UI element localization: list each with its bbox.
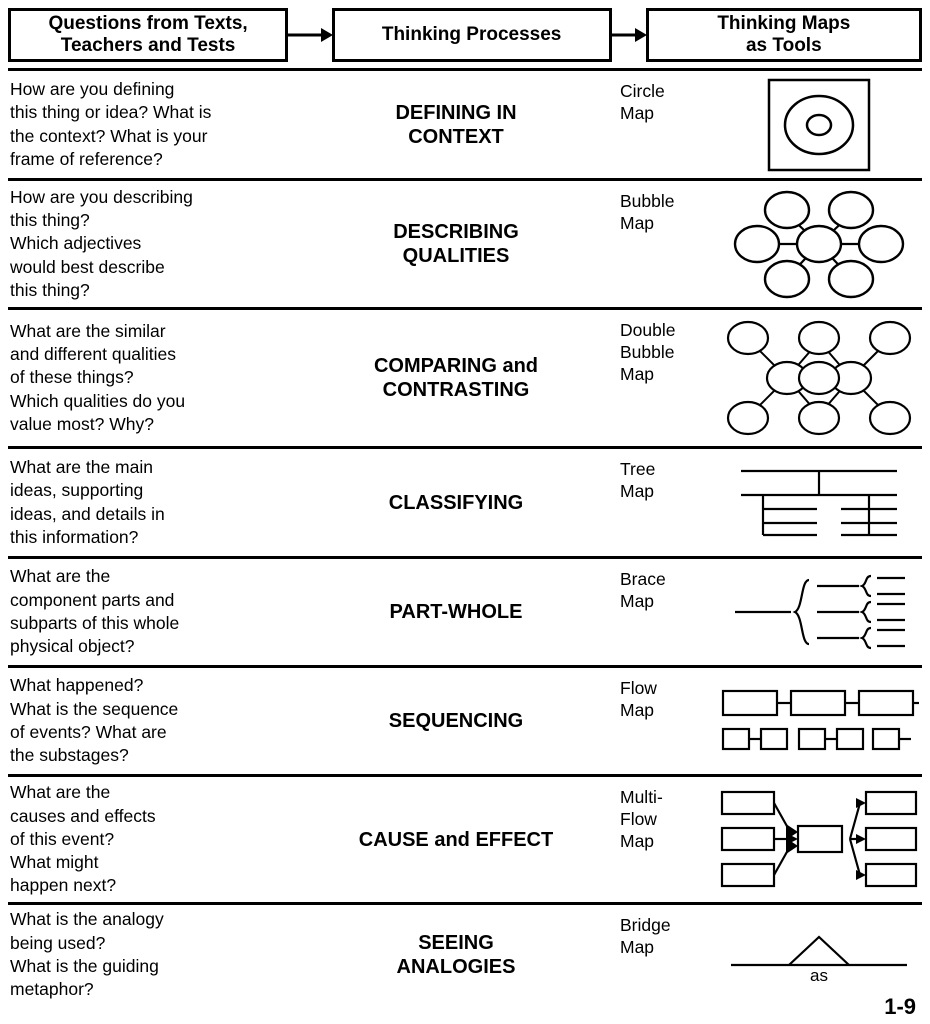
map-label-line: Map — [620, 830, 655, 851]
map-label-line: Map — [620, 480, 655, 501]
double-bubble-map-icon — [724, 319, 914, 437]
question-line: What are the — [10, 782, 111, 803]
row-graphic — [716, 777, 922, 902]
right-arrow-icon — [611, 25, 647, 45]
row-question — [8, 777, 296, 902]
table-row — [8, 449, 922, 559]
row-process — [296, 449, 616, 556]
table-row — [8, 181, 922, 310]
question-line: causes and effects — [10, 805, 156, 826]
map-label-line: Map — [620, 363, 655, 384]
row-question — [8, 449, 296, 556]
multi-flow-map-icon — [720, 788, 918, 892]
question-line: of this event? — [10, 828, 115, 849]
question-line: this thing or idea? What is — [10, 102, 212, 123]
map-label-line: Map — [620, 590, 655, 611]
map-label-line: Tree — [620, 459, 656, 479]
row-process — [296, 905, 616, 1005]
map-label-line: Circle — [620, 81, 665, 101]
process-line: CLASSIFYING — [388, 491, 524, 514]
table-row — [8, 668, 922, 777]
row-question — [8, 905, 296, 1005]
question-line: What happened? — [10, 675, 144, 696]
question-line: What are the main — [10, 456, 153, 477]
header-tools-line-1: Thinking Maps — [717, 13, 851, 35]
table-row — [8, 559, 922, 668]
header-questions — [8, 8, 288, 62]
map-label-line: Map — [620, 699, 655, 720]
table-row — [8, 905, 922, 1005]
question-line: What is the guiding — [10, 956, 159, 976]
row-question — [8, 310, 296, 446]
arrow-questions-to-processes — [288, 8, 331, 62]
header-questions-line-1: Questions from Texts, — [48, 13, 248, 35]
brace-map-icon — [731, 572, 907, 652]
process-line: PART-WHOLE — [389, 601, 523, 623]
question-line: ideas, and details in — [10, 503, 165, 524]
question-line: of events? What are — [10, 722, 167, 742]
process-line: CONTEXT — [408, 125, 504, 148]
row-process — [296, 559, 616, 665]
map-label-line: Multi- — [620, 787, 663, 807]
row-map-label — [616, 905, 716, 1005]
row-question — [8, 668, 296, 774]
row-map-label — [616, 71, 716, 178]
question-line: metaphor? — [10, 979, 94, 1000]
table-row — [8, 777, 922, 905]
row-graphic — [716, 559, 922, 665]
row-map-label — [616, 449, 716, 556]
row-graphic — [716, 668, 922, 774]
right-arrow-icon — [287, 25, 333, 45]
question-line: the substages? — [10, 745, 129, 766]
question-line: this thing? — [10, 210, 90, 231]
table-row — [8, 310, 922, 449]
chart-header — [8, 0, 922, 62]
header-tools-line-2: as Tools — [745, 35, 822, 56]
row-process — [296, 777, 616, 902]
question-line: this thing? — [10, 279, 90, 300]
header-processes-label: Thinking Processes — [381, 24, 562, 46]
tree-map-icon — [729, 461, 909, 545]
circle-map-icon — [767, 78, 871, 172]
chart-rows — [8, 68, 922, 1005]
row-process — [296, 668, 616, 774]
process-line: SEEING — [418, 932, 494, 954]
question-line: the context? What is your — [10, 125, 208, 146]
question-line: would best describe — [10, 256, 165, 277]
question-line: ideas, supporting — [10, 480, 144, 501]
question-line: What are the — [10, 566, 111, 587]
question-line: What is the sequence — [10, 698, 179, 719]
row-map-label — [616, 181, 716, 307]
map-label-line: Flow — [620, 808, 657, 829]
process-line: CAUSE and EFFECT — [358, 828, 554, 851]
question-line: frame of reference? — [10, 148, 163, 169]
row-graphic — [716, 71, 922, 178]
bubble-map-icon — [731, 186, 907, 302]
process-line: COMPARING and — [373, 355, 539, 377]
row-graphic — [716, 905, 922, 1005]
process-line: SEQUENCING — [388, 710, 524, 732]
question-line: subparts of this whole — [10, 613, 180, 633]
question-line: What are the similar — [10, 320, 166, 341]
process-line: CONTRASTING — [382, 379, 530, 401]
flow-map-icon — [719, 685, 919, 757]
map-label-line: Bubble — [620, 191, 675, 211]
bridge-relating-factor-label: as — [810, 966, 828, 985]
table-row — [8, 71, 922, 181]
map-label-line: Flow — [620, 678, 657, 698]
question-line: and different qualities — [10, 344, 177, 365]
question-line: What might — [10, 852, 99, 873]
question-line: Which adjectives — [10, 233, 142, 254]
process-line: ANALOGIES — [396, 956, 516, 978]
map-label-line: Bubble — [620, 341, 675, 362]
row-question — [8, 559, 296, 665]
map-label-line: Brace — [620, 569, 666, 589]
arrow-processes-to-tools — [612, 8, 646, 62]
bridge-map-icon — [727, 925, 911, 985]
process-line: DEFINING IN — [395, 101, 517, 124]
question-line: being used? — [10, 932, 106, 953]
row-map-label — [616, 777, 716, 902]
header-tools — [646, 8, 922, 62]
row-graphic — [716, 310, 922, 446]
question-line: happen next? — [10, 875, 117, 896]
map-label-line: Map — [620, 936, 655, 957]
question-line: How are you describing — [10, 186, 193, 207]
row-map-label — [616, 310, 716, 446]
map-label-line: Map — [620, 212, 655, 233]
header-processes — [332, 8, 612, 62]
process-line: QUALITIES — [402, 245, 510, 267]
row-map-label — [616, 668, 716, 774]
row-map-label — [616, 559, 716, 665]
row-graphic — [716, 449, 922, 556]
question-line: Which qualities do you — [10, 390, 186, 411]
question-line: What is the analogy — [10, 909, 164, 930]
row-process — [296, 71, 616, 178]
map-label-line: Bridge — [620, 915, 671, 935]
row-process — [296, 310, 616, 446]
row-process — [296, 181, 616, 307]
header-questions-line-2: Teachers and Tests — [60, 35, 236, 56]
map-label-line: Map — [620, 102, 655, 123]
row-question — [8, 71, 296, 178]
page-number: 1-9 — [884, 994, 916, 1019]
question-line: this information? — [10, 526, 139, 547]
question-line: physical object? — [10, 636, 135, 657]
map-label-line: Double — [620, 320, 676, 340]
question-line: component parts and — [10, 589, 175, 610]
process-line: DESCRIBING — [393, 221, 519, 243]
question-line: How are you defining — [10, 78, 175, 99]
row-graphic — [716, 181, 922, 307]
question-line: value most? Why? — [10, 413, 154, 434]
question-line: of these things? — [10, 367, 134, 388]
row-question — [8, 181, 296, 307]
